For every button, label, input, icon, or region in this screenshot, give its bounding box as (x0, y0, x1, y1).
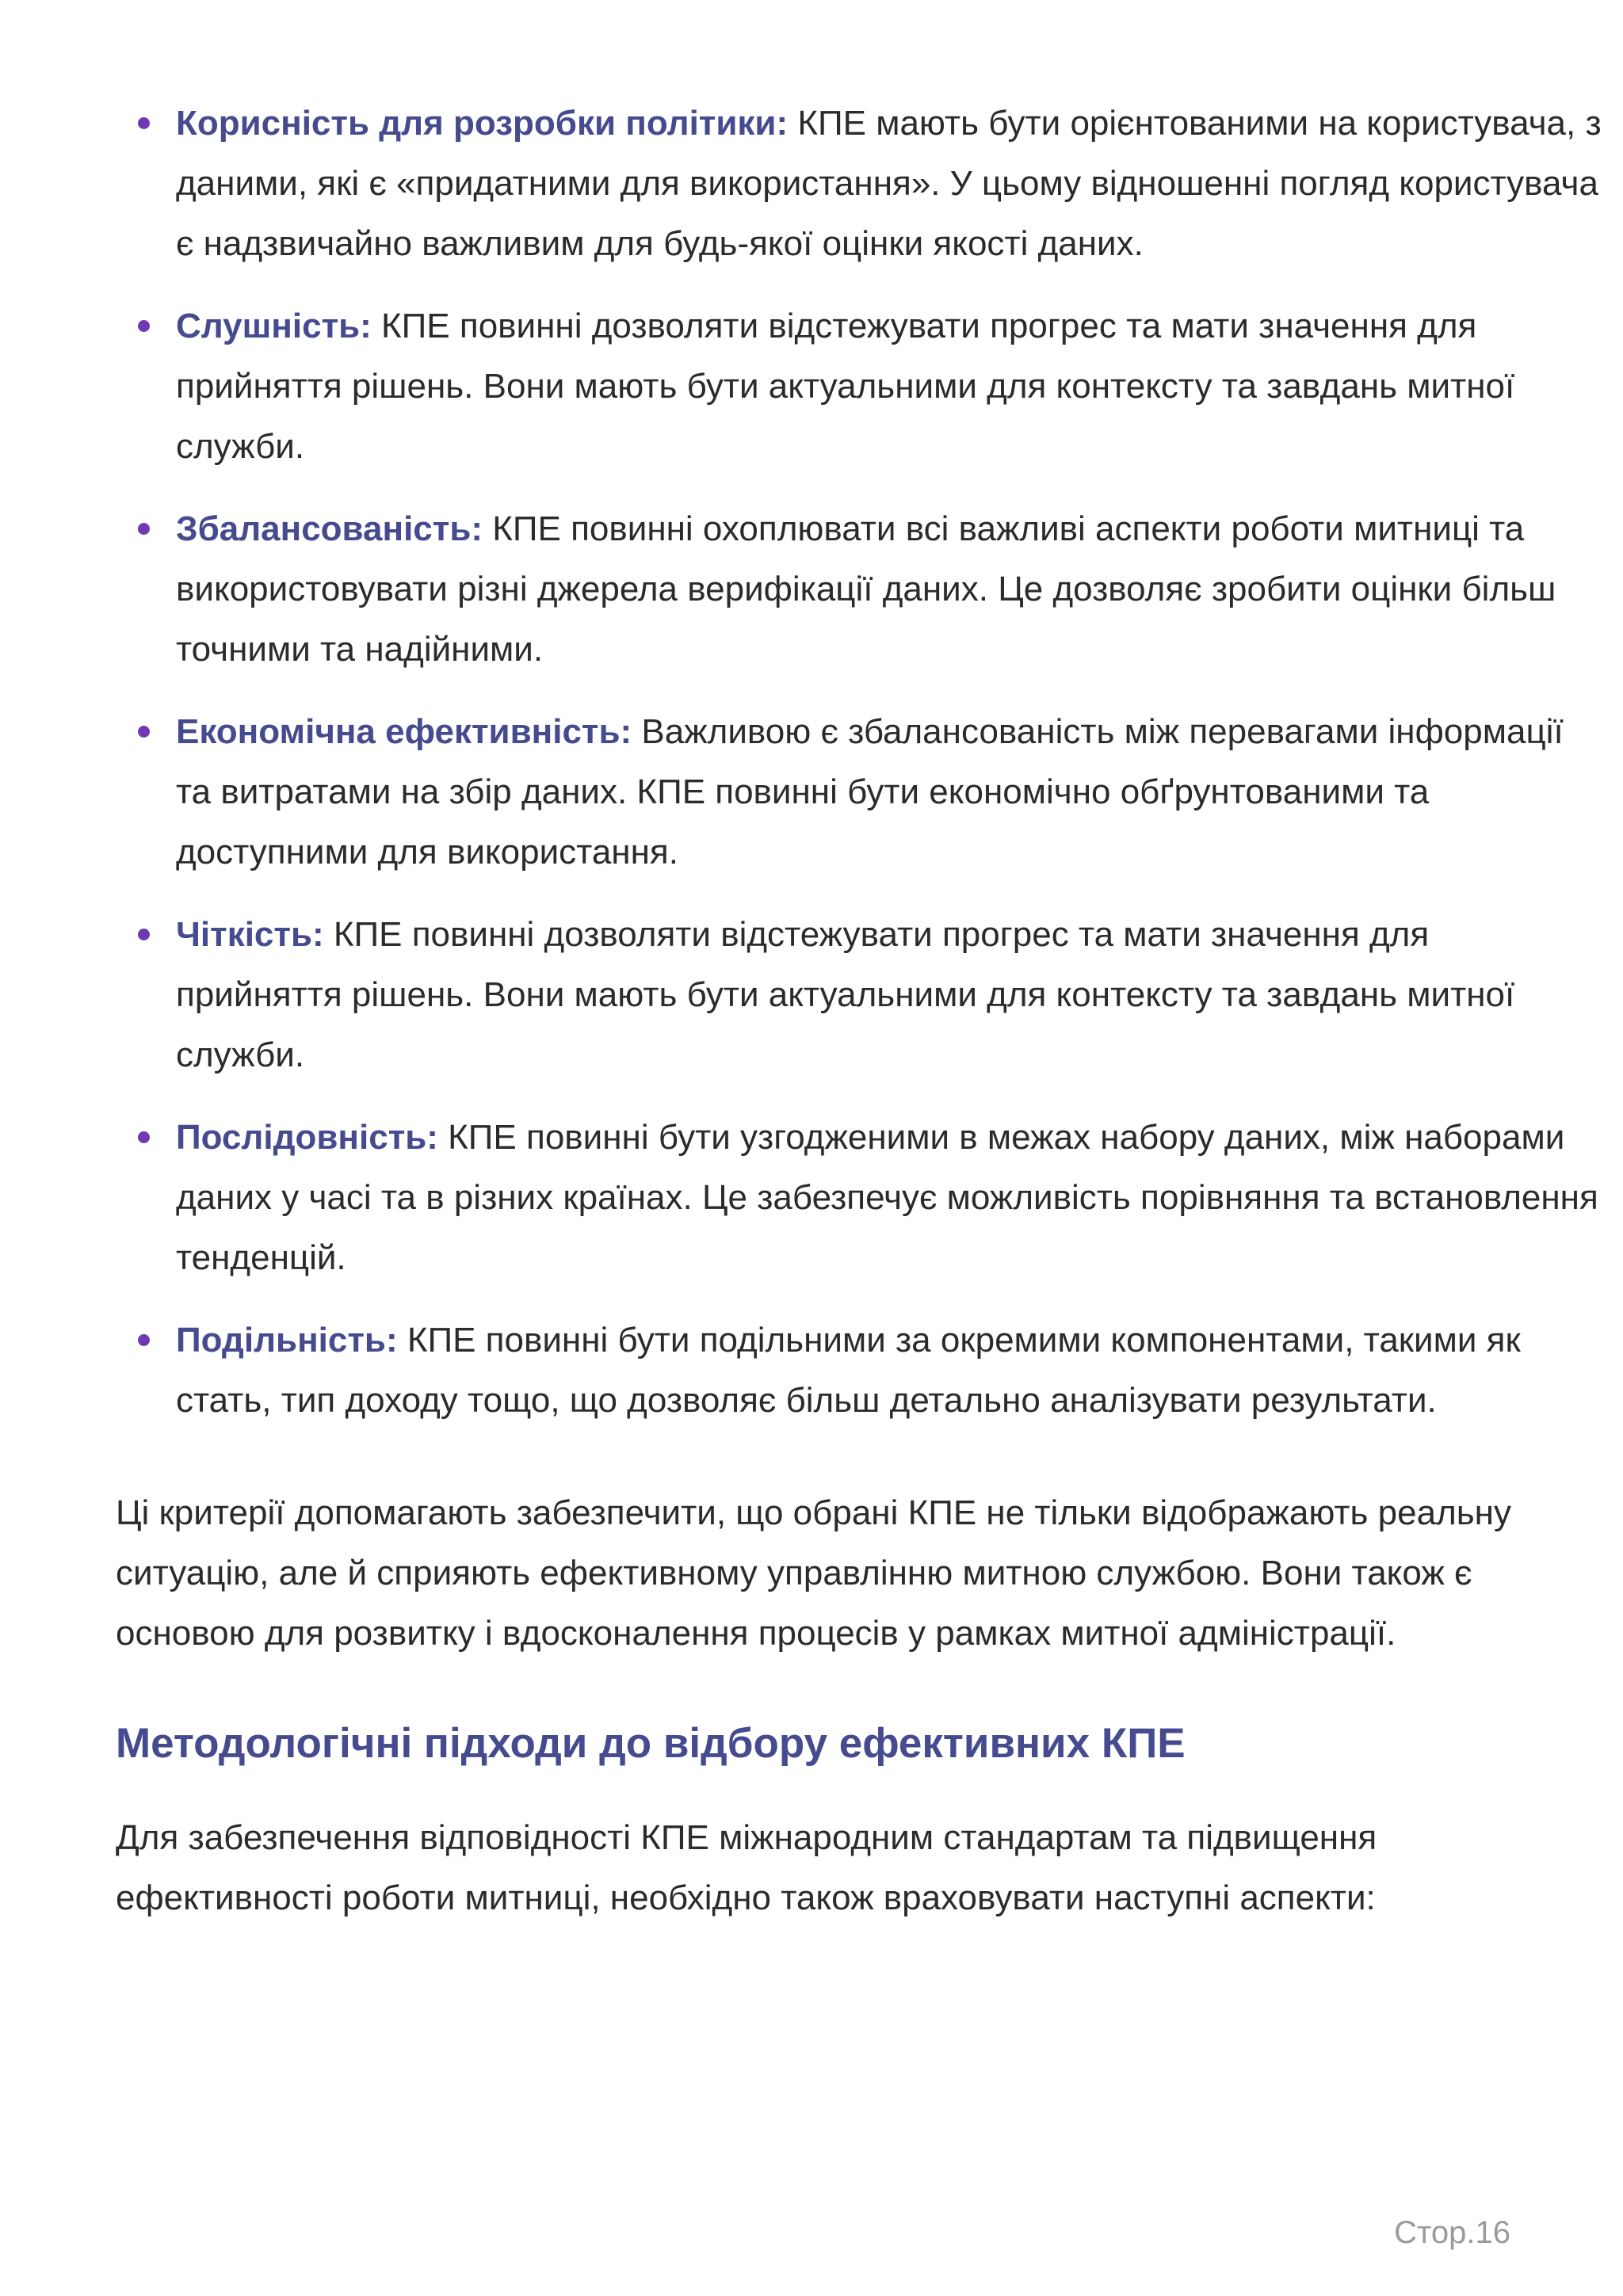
criteria-item (116, 1108, 1602, 1288)
bullet-dot-icon (138, 726, 150, 738)
criteria-text: КПЕ повинні бути подільними за окремими компонентами, такими як стать, тип доходу тощо, що дозволяє більш детально аналізувати результати. (176, 1321, 1521, 1420)
criteria-term: Подільність: (176, 1321, 398, 1360)
section-heading: Методологічні підходи до відбору ефективних КПЕ (116, 1720, 1186, 1767)
page-number: Стор.16 (1394, 2215, 1510, 2250)
intro-paragraph: Для забезпечення відповідності КПЕ міжнародним стандартам та підвищення ефективності роботи митниці, необхідно також враховувати наступні аспекти: (116, 1818, 1377, 1917)
criteria-term: Корисність для розробки політики: (176, 104, 789, 143)
criteria-item (116, 499, 1602, 680)
criteria-text: КПЕ повинні охоплювати всі важливі аспекти роботи митниці та використовувати різні джерела верифікації даних. Це дозволяє зробити оцінки більш точними та надійними. (176, 509, 1556, 669)
criteria-term: Чіткість: (176, 915, 324, 954)
criteria-item (116, 905, 1602, 1085)
bullet-dot-icon (138, 117, 150, 129)
page-content (116, 93, 1602, 1928)
criteria-term: Послідовність: (176, 1118, 438, 1157)
criteria-text: КПЕ повинні дозволяти відстежувати прогрес та мати значення для прийняття рішень. Вони мають бути актуальними для контексту та завдань митної служби. (176, 307, 1515, 466)
criteria-item (116, 296, 1602, 477)
bullet-dot-icon (138, 1334, 150, 1346)
bullet-dot-icon (138, 929, 150, 940)
bullet-dot-icon (138, 523, 150, 535)
criteria-text: Важливою є збалансованість між перевагами інформації та витратами на збір даних. КПЕ повинні бути економічно обґрунтованими та доступними для використання. (176, 712, 1564, 871)
summary-paragraph: Ці критерії допомагають забезпечити, що обрані КПЕ не тільки відображають реальну ситуацію, але й сприяють ефективному управлінню митною службою. Вони також є основою для розвитку і вдосконалення процесів у рамках митної адміністрації. (116, 1493, 1511, 1653)
criteria-text: КПЕ мають бути орієнтованими на користувача, з даними, які є «придатними для використання». У цьому відношенні погляд користувача є надзвичайно важливим для будь-якої оцінки якості даних. (176, 104, 1602, 263)
criteria-item (116, 702, 1602, 883)
criteria-term: Слушність: (176, 307, 372, 345)
bullet-dot-icon (138, 320, 150, 332)
criteria-term: Економічна ефективність: (176, 712, 632, 751)
criteria-text: КПЕ повинні бути узгодженими в межах набору даних, між наборами даних у часі та в різних країнах. Це забезпечує можливість порівняння та встановлення тенденцій. (176, 1118, 1598, 1277)
criteria-item (116, 93, 1602, 274)
criteria-list (116, 93, 1602, 1431)
bullet-dot-icon (138, 1131, 150, 1143)
criteria-item (116, 1310, 1602, 1431)
criteria-term: Збалансованість: (176, 509, 483, 548)
criteria-text: КПЕ повинні дозволяти відстежувати прогрес та мати значення для прийняття рішень. Вони мають бути актуальними для контексту та завдань митної служби. (176, 915, 1515, 1074)
